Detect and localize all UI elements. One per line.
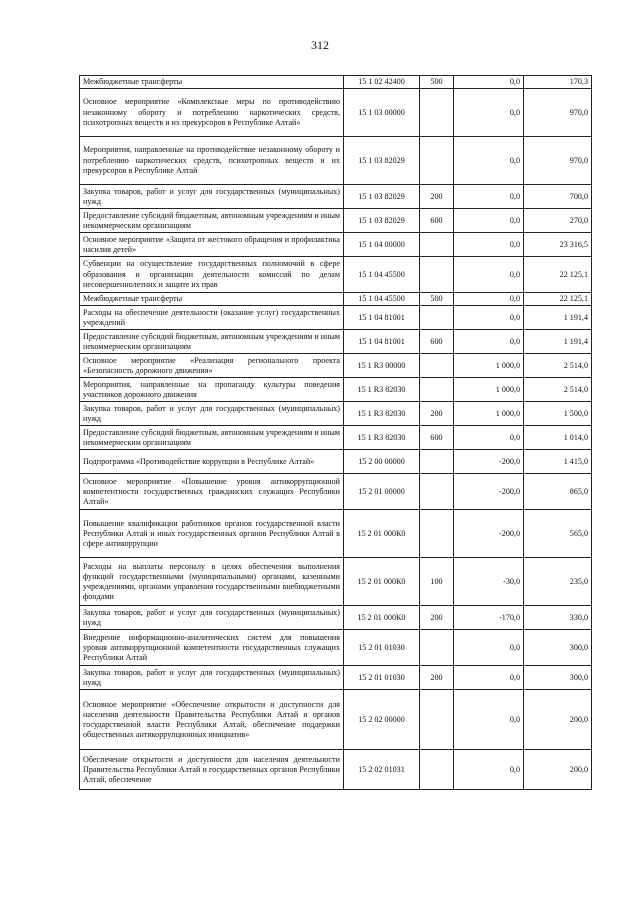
change-amount-cell: -30,0 bbox=[454, 558, 524, 606]
target-code-cell: 15 1 03 00000 bbox=[344, 89, 420, 137]
expense-name-cell: Основное мероприятие «Обеспечение открытости и доступности для населения деятельности Правительства Республики Алтай и органов государственной власти Республики Алтай, обеспечение поддержки общественных антикоррупционных инициатив» bbox=[80, 690, 344, 750]
total-amount-cell: 700,0 bbox=[524, 185, 592, 209]
expense-kind-cell bbox=[420, 510, 454, 558]
change-amount-cell: -200,0 bbox=[454, 510, 524, 558]
table-row bbox=[80, 330, 592, 354]
expense-kind-cell bbox=[420, 690, 454, 750]
expense-kind-cell bbox=[420, 257, 454, 293]
target-code-cell: 15 2 02 00000 bbox=[344, 690, 420, 750]
total-amount-cell: 1 191,4 bbox=[524, 330, 592, 354]
change-amount-cell: 0,0 bbox=[454, 185, 524, 209]
target-code-cell: 15 1 04 81001 bbox=[344, 330, 420, 354]
change-amount-cell: 1 000,0 bbox=[454, 354, 524, 378]
target-code-cell: 15 2 01 01030 bbox=[344, 630, 420, 666]
expense-name-cell: Закупка товаров, работ и услуг для государственных (муниципальных) нужд bbox=[80, 606, 344, 630]
table-row bbox=[80, 293, 592, 306]
expense-kind-cell bbox=[420, 233, 454, 257]
total-amount-cell: 300,0 bbox=[524, 630, 592, 666]
budget-table bbox=[79, 75, 592, 790]
change-amount-cell: -170,0 bbox=[454, 606, 524, 630]
expense-name-cell: Основное мероприятие «Комплексные меры по противодействию незаконному обороту и потреблению наркотических средств, психотропных веществ и их прекурсоров в Республике Алтай» bbox=[80, 89, 344, 137]
total-amount-cell: 1 415,0 bbox=[524, 450, 592, 474]
expense-name-cell: Закупка товаров, работ и услуг для государственных (муниципальных) нужд bbox=[80, 666, 344, 690]
change-amount-cell: 0,0 bbox=[454, 630, 524, 666]
change-amount-cell: 1 000,0 bbox=[454, 378, 524, 402]
target-code-cell: 15 1 04 00000 bbox=[344, 233, 420, 257]
expense-kind-cell: 500 bbox=[420, 76, 454, 89]
table-row bbox=[80, 750, 592, 790]
total-amount-cell: 200,0 bbox=[524, 750, 592, 790]
table-row bbox=[80, 558, 592, 606]
expense-name-cell: Предоставление субсидий бюджетным, автономным учреждениям и иным некоммерческим организациям bbox=[80, 426, 344, 450]
expense-kind-cell bbox=[420, 450, 454, 474]
change-amount-cell: -200,0 bbox=[454, 450, 524, 474]
expense-name-cell: Межбюджетные трансферты bbox=[80, 293, 344, 306]
total-amount-cell: 235,0 bbox=[524, 558, 592, 606]
change-amount-cell: 0,0 bbox=[454, 209, 524, 233]
target-code-cell: 15 1 R3 82030 bbox=[344, 402, 420, 426]
expense-name-cell: Основное мероприятие «Защита от жестокого обращения и профилактика насилия детей» bbox=[80, 233, 344, 257]
change-amount-cell: 0,0 bbox=[454, 233, 524, 257]
expense-kind-cell bbox=[420, 630, 454, 666]
total-amount-cell: 565,0 bbox=[524, 510, 592, 558]
table-row bbox=[80, 474, 592, 510]
expense-kind-cell: 200 bbox=[420, 402, 454, 426]
table-row bbox=[80, 76, 592, 89]
target-code-cell: 15 1 04 45500 bbox=[344, 293, 420, 306]
table-row bbox=[80, 690, 592, 750]
target-code-cell: 15 1 04 81001 bbox=[344, 306, 420, 330]
table-row bbox=[80, 426, 592, 450]
total-amount-cell: 1 500,0 bbox=[524, 402, 592, 426]
table-row bbox=[80, 209, 592, 233]
target-code-cell: 15 2 02 01031 bbox=[344, 750, 420, 790]
total-amount-cell: 1 191,4 bbox=[524, 306, 592, 330]
target-code-cell: 15 1 03 82029 bbox=[344, 137, 420, 185]
target-code-cell: 15 2 01 000К0 bbox=[344, 510, 420, 558]
total-amount-cell: 22 125,1 bbox=[524, 293, 592, 306]
change-amount-cell: 0,0 bbox=[454, 426, 524, 450]
expense-name-cell: Мероприятия, направленные на пропаганду культуры поведения участников дорожного движения bbox=[80, 378, 344, 402]
expense-kind-cell: 200 bbox=[420, 185, 454, 209]
expense-name-cell: Подпрограмма «Противодействие коррупции в Республике Алтай» bbox=[80, 450, 344, 474]
change-amount-cell: 0,0 bbox=[454, 137, 524, 185]
table-row bbox=[80, 137, 592, 185]
target-code-cell: 15 1 02 42400 bbox=[344, 76, 420, 89]
expense-name-cell: Мероприятия, направленные на противодействие незаконному обороту и потреблению наркотических средств, психотропных веществ и их прекурсоров в Республике Алтай bbox=[80, 137, 344, 185]
table-row bbox=[80, 402, 592, 426]
table-row bbox=[80, 606, 592, 630]
table-row bbox=[80, 89, 592, 137]
total-amount-cell: 2 514,0 bbox=[524, 354, 592, 378]
expense-name-cell: Предоставление субсидий бюджетным, автономным учреждениям и иным некоммерческим организациям bbox=[80, 330, 344, 354]
expense-kind-cell: 600 bbox=[420, 426, 454, 450]
page-number: 312 bbox=[311, 38, 329, 52]
expense-name-cell: Предоставление субсидий бюджетным, автономным учреждениям и иным некоммерческим организациям bbox=[80, 209, 344, 233]
target-code-cell: 15 2 01 00000 bbox=[344, 474, 420, 510]
target-code-cell: 15 2 00 00000 bbox=[344, 450, 420, 474]
total-amount-cell: 170,3 bbox=[524, 76, 592, 89]
total-amount-cell: 865,0 bbox=[524, 474, 592, 510]
change-amount-cell: 0,0 bbox=[454, 330, 524, 354]
expense-name-cell: Субвенции на осуществление государственных полномочий в сфере образования и организации деятельности комиссий по делам несовершеннолетних и защите их прав bbox=[80, 257, 344, 293]
expense-name-cell: Расходы на выплаты персоналу в целях обеспечения выполнения функций государственными (муниципальными) органами, казенными учреждениями, органами управления государственными внебюджетными фондами bbox=[80, 558, 344, 606]
change-amount-cell: 0,0 bbox=[454, 257, 524, 293]
expense-name-cell: Закупка товаров, работ и услуг для государственных (муниципальных) нужд bbox=[80, 185, 344, 209]
change-amount-cell: 1 000,0 bbox=[454, 402, 524, 426]
expense-kind-cell: 600 bbox=[420, 330, 454, 354]
budget-table-body bbox=[80, 76, 592, 790]
expense-name-cell: Основное мероприятие «Реализация регионального проекта «Безопасность дорожного движения» bbox=[80, 354, 344, 378]
target-code-cell: 15 1 R3 82030 bbox=[344, 378, 420, 402]
total-amount-cell: 200,0 bbox=[524, 690, 592, 750]
table-row bbox=[80, 233, 592, 257]
change-amount-cell: 0,0 bbox=[454, 690, 524, 750]
table-row bbox=[80, 185, 592, 209]
total-amount-cell: 1 014,0 bbox=[524, 426, 592, 450]
expense-name-cell: Обеспечение открытости и доступности для населения деятельности Правительства Республики Алтай и государственных органов Республики Алтай, обеспечение bbox=[80, 750, 344, 790]
total-amount-cell: 2 514,0 bbox=[524, 378, 592, 402]
table-row bbox=[80, 510, 592, 558]
expense-kind-cell bbox=[420, 474, 454, 510]
expense-name-cell: Основное мероприятие «Повышение уровня антикоррупционной компетентности государственных гражданских служащих Республики Алтай» bbox=[80, 474, 344, 510]
change-amount-cell: -200,0 bbox=[454, 474, 524, 510]
total-amount-cell: 270,0 bbox=[524, 209, 592, 233]
target-code-cell: 15 1 03 82029 bbox=[344, 185, 420, 209]
expense-kind-cell bbox=[420, 89, 454, 137]
total-amount-cell: 970,0 bbox=[524, 137, 592, 185]
expense-kind-cell: 500 bbox=[420, 293, 454, 306]
expense-kind-cell: 600 bbox=[420, 209, 454, 233]
target-code-cell: 15 2 01 01030 bbox=[344, 666, 420, 690]
expense-name-cell: Внедрение информационно-аналитических систем для повышения уровня антикоррупционной компетентности государственных служащих Республики Алтай bbox=[80, 630, 344, 666]
expense-name-cell: Расходы на обеспечение деятельности (оказание услуг) государственных учреждений bbox=[80, 306, 344, 330]
change-amount-cell: 0,0 bbox=[454, 750, 524, 790]
expense-name-cell: Закупка товаров, работ и услуг для государственных (муниципальных) нужд bbox=[80, 402, 344, 426]
target-code-cell: 15 2 01 000К0 bbox=[344, 558, 420, 606]
table-row bbox=[80, 630, 592, 666]
expense-kind-cell bbox=[420, 306, 454, 330]
expense-kind-cell: 200 bbox=[420, 666, 454, 690]
total-amount-cell: 970,0 bbox=[524, 89, 592, 137]
total-amount-cell: 300,0 bbox=[524, 666, 592, 690]
expense-kind-cell bbox=[420, 378, 454, 402]
table-row bbox=[80, 354, 592, 378]
table-row bbox=[80, 450, 592, 474]
table-row bbox=[80, 666, 592, 690]
change-amount-cell: 0,0 bbox=[454, 293, 524, 306]
total-amount-cell: 22 125,1 bbox=[524, 257, 592, 293]
target-code-cell: 15 1 R3 00000 bbox=[344, 354, 420, 378]
expense-name-cell: Межбюджетные трансферты bbox=[80, 76, 344, 89]
table-row bbox=[80, 306, 592, 330]
target-code-cell: 15 1 03 82029 bbox=[344, 209, 420, 233]
table-row bbox=[80, 257, 592, 293]
target-code-cell: 15 1 04 45500 bbox=[344, 257, 420, 293]
expense-kind-cell bbox=[420, 354, 454, 378]
change-amount-cell: 0,0 bbox=[454, 89, 524, 137]
target-code-cell: 15 1 R3 82030 bbox=[344, 426, 420, 450]
expense-kind-cell bbox=[420, 750, 454, 790]
target-code-cell: 15 2 01 000К0 bbox=[344, 606, 420, 630]
expense-kind-cell: 200 bbox=[420, 606, 454, 630]
expense-name-cell: Повышение квалификации работников органов государственной власти Республики Алтай и иных государственных органов Республики Алтай в сфере антикоррупции bbox=[80, 510, 344, 558]
total-amount-cell: 330,0 bbox=[524, 606, 592, 630]
expense-kind-cell: 100 bbox=[420, 558, 454, 606]
change-amount-cell: 0,0 bbox=[454, 306, 524, 330]
change-amount-cell: 0,0 bbox=[454, 76, 524, 89]
change-amount-cell: 0,0 bbox=[454, 666, 524, 690]
total-amount-cell: 23 316,5 bbox=[524, 233, 592, 257]
table-row bbox=[80, 378, 592, 402]
expense-kind-cell bbox=[420, 137, 454, 185]
